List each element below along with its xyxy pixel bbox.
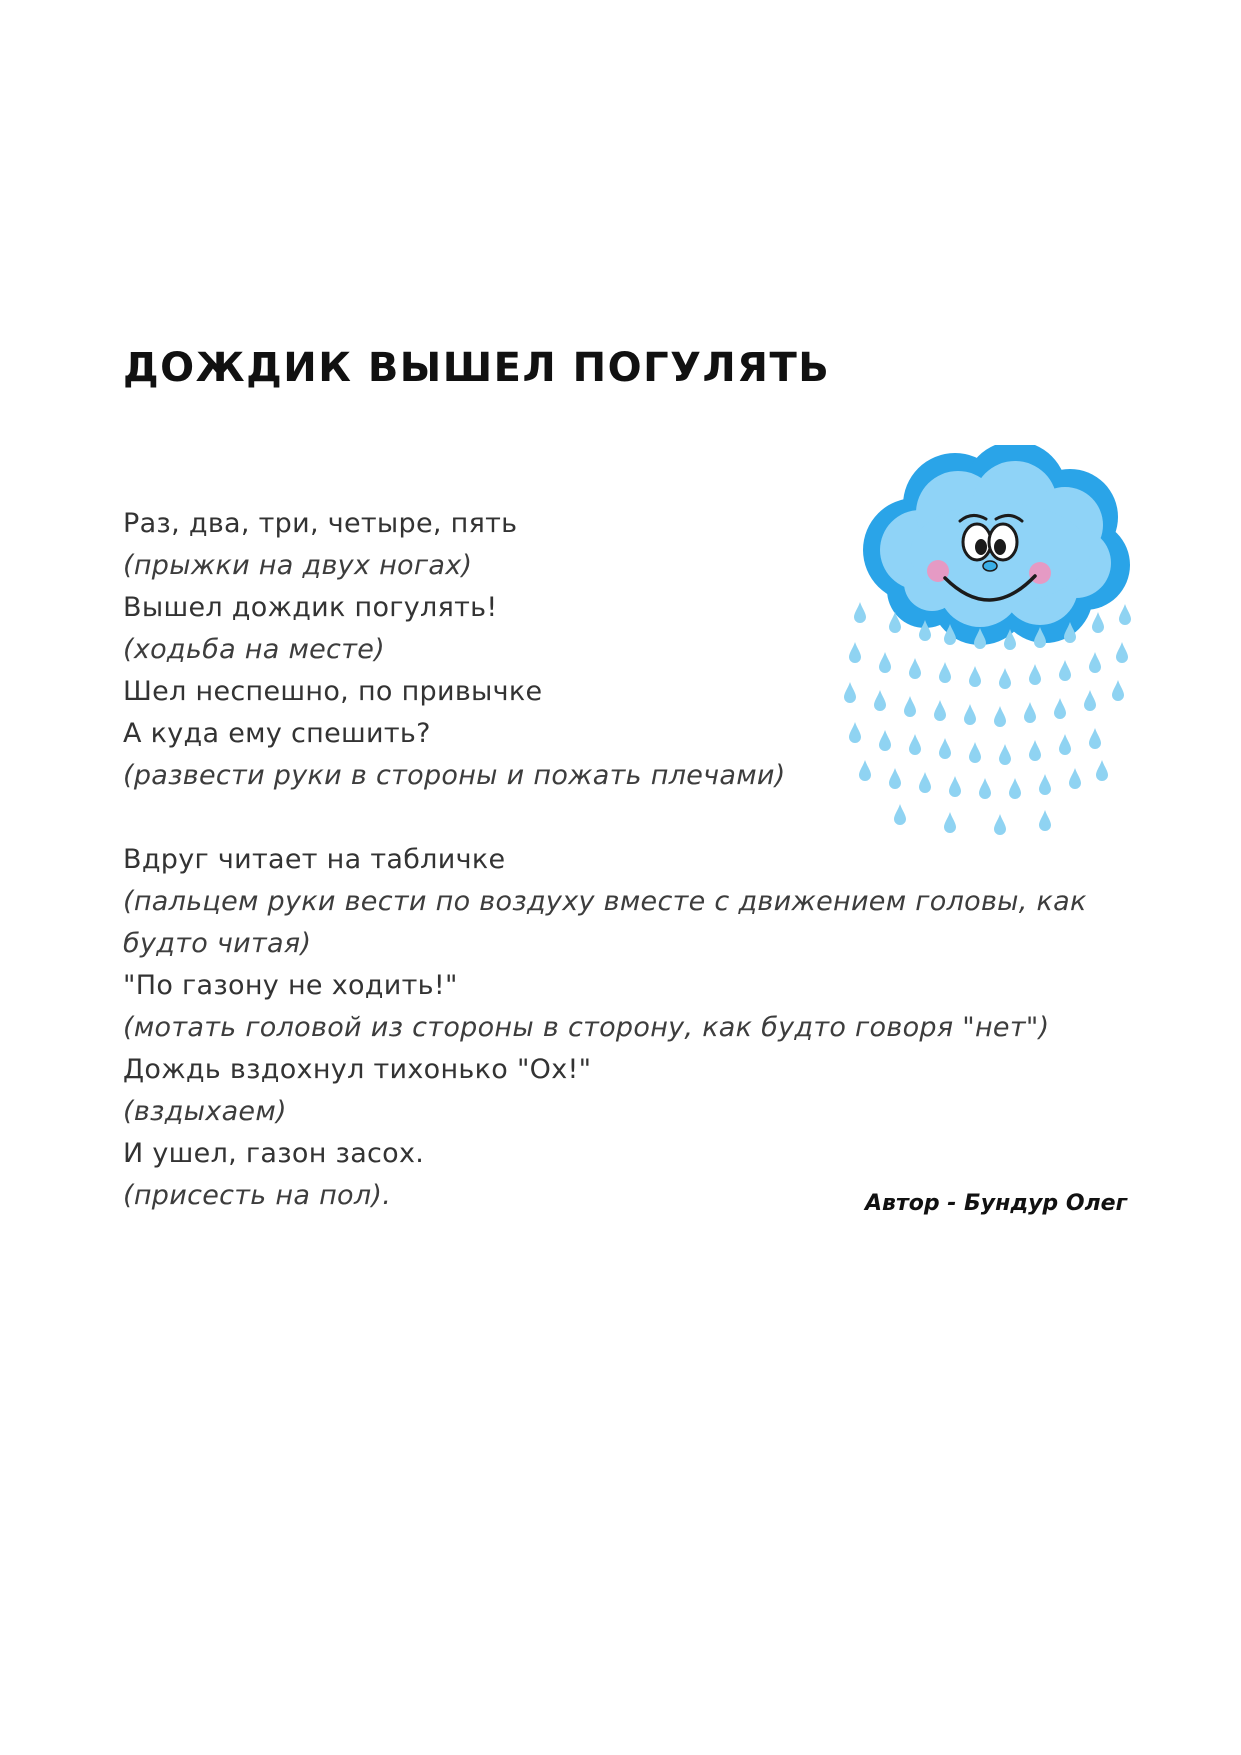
poem-line: Раз, два, три, четыре, пять [123, 508, 518, 539]
raindrop-icon [1029, 664, 1041, 685]
raindrop-icon [1009, 778, 1021, 799]
raindrop-icon [934, 700, 946, 721]
raindrop-icon [1112, 680, 1124, 701]
poem-line: Вдруг читает на табличке [123, 844, 506, 875]
raindrop-icon [999, 744, 1011, 765]
poem-line: "По газону не ходить!" [123, 970, 458, 1001]
raindrop-icon [1069, 768, 1081, 789]
raindrop-icon [1039, 810, 1051, 831]
raindrop-icon [889, 768, 901, 789]
poem-line: Шел неспешно, по привычке [123, 676, 543, 707]
action-instruction: (прыжки на двух ногах) [123, 550, 473, 581]
raindrop-icon [874, 690, 886, 711]
raindrop-icon [1089, 728, 1101, 749]
cloud-nose [983, 561, 997, 571]
raindrop-icon [894, 804, 906, 825]
raindrop-icon [849, 722, 861, 743]
raindrop-icon [1119, 604, 1131, 625]
rain-cloud-illustration [840, 445, 1150, 855]
raindrop-icon [1059, 660, 1071, 681]
raindrop-icon [939, 738, 951, 759]
raindrop-icon [964, 704, 976, 725]
action-instruction: (мотать головой из стороны в сторону, как будто говоря "нет") [123, 1012, 1050, 1043]
raindrop-icon [999, 668, 1011, 689]
poem-line: Вышел дождик погулять! [123, 592, 498, 623]
poem-line: Дождь вздохнул тихонько "Ох!" [123, 1054, 592, 1085]
raindrop-icon [969, 742, 981, 763]
raindrop-icon [1029, 740, 1041, 761]
poem-line: И ушел, газон засох. [123, 1138, 425, 1169]
raindrop-icon [919, 772, 931, 793]
poem-line: А куда ему спешить? [123, 718, 431, 749]
raindrop-icon [1096, 760, 1108, 781]
action-instruction: (присесть на пол). [123, 1180, 392, 1211]
raindrop-icon [854, 602, 866, 623]
raindrop-icon [904, 696, 916, 717]
raindrop-icon [879, 652, 891, 673]
raindrop-icon [1039, 774, 1051, 795]
raindrop-icon [949, 776, 961, 797]
raindrop-icon [1084, 690, 1096, 711]
raindrop-icon [1089, 652, 1101, 673]
raindrop-icon [844, 682, 856, 703]
raindrop-icon [994, 814, 1006, 835]
raindrop-icon [1092, 612, 1104, 633]
raindrop-icon [1059, 734, 1071, 755]
raindrop-icon [1024, 702, 1036, 723]
action-instruction: (вздыхаем) [123, 1096, 287, 1127]
raindrop-icon [939, 662, 951, 683]
action-instruction: будто читая) [123, 928, 312, 959]
page-title: ДОЖДИК ВЫШЕЛ ПОГУЛЯТЬ [123, 345, 831, 391]
raindrop-icon [879, 730, 891, 751]
action-instruction: (ходьба на месте) [123, 634, 385, 665]
raindrop-icon [979, 778, 991, 799]
raindrop-icon [909, 734, 921, 755]
raindrop-icon [944, 812, 956, 833]
action-instruction: (пальцем руки вести по воздуху вместе с движением головы, как [123, 886, 1087, 917]
raindrop-icon [969, 666, 981, 687]
raindrop-icon [909, 658, 921, 679]
action-instruction: (развести руки в стороны и пожать плечами) [123, 760, 786, 791]
raindrop-icon [859, 760, 871, 781]
raindrop-icon [994, 706, 1006, 727]
raindrop-icon [1116, 642, 1128, 663]
raindrop-icon [849, 642, 861, 663]
author-credit: Автор - Бундур Олег [865, 1191, 1128, 1216]
raindrop-icon [1054, 698, 1066, 719]
